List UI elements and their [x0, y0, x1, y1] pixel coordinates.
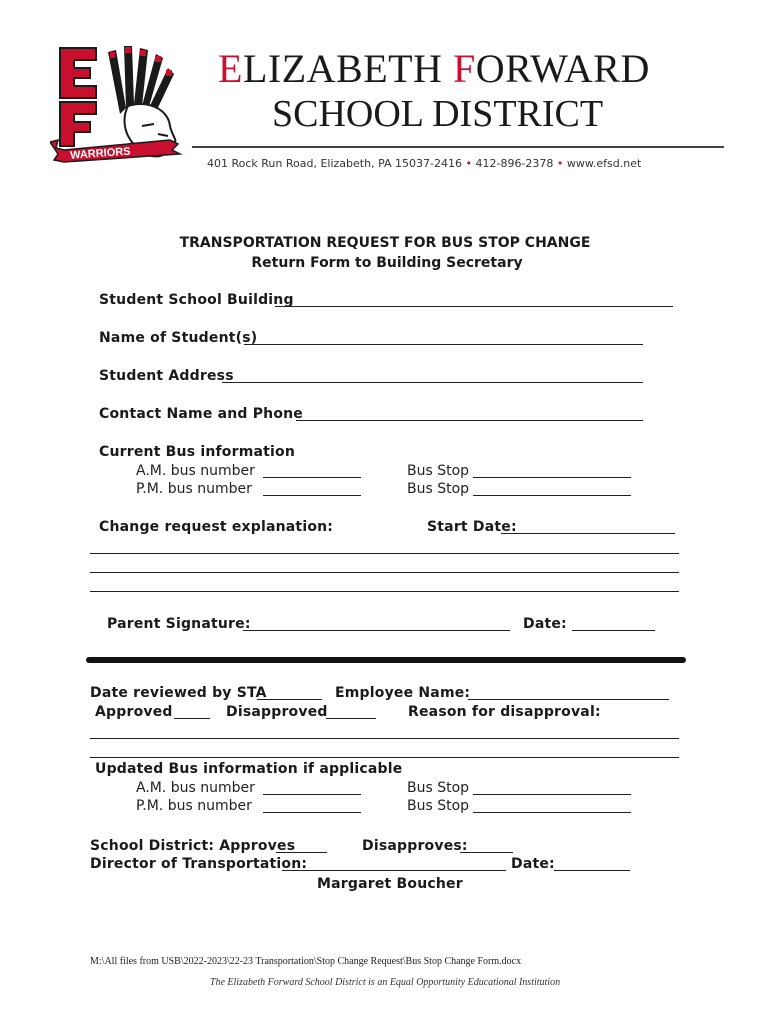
- pm-bus-stop-field[interactable]: [473, 495, 631, 496]
- updated-pm-bus-stop-field[interactable]: [473, 812, 631, 813]
- district-name: [218, 45, 650, 92]
- am-bus-number-field[interactable]: [263, 477, 361, 478]
- signature-date-field[interactable]: [572, 630, 655, 631]
- signature-date-label: Date:: [523, 616, 567, 632]
- director-date-label: Date:: [511, 856, 555, 872]
- am-bus-stop-label: Bus Stop: [407, 463, 470, 479]
- pm-bus-number-field[interactable]: [263, 495, 361, 496]
- district-logo: [50, 44, 185, 164]
- district-website: www.efsd.net: [566, 157, 642, 170]
- title-initial-e: E: [218, 46, 243, 91]
- section-divider: [86, 657, 686, 663]
- approved-field[interactable]: [174, 718, 210, 719]
- date-reviewed-label: Date reviewed by STA: [90, 685, 267, 701]
- explanation-line-2[interactable]: [90, 572, 679, 573]
- file-path: M:\All files from USB\2022-2023\22-23 Transportation\Stop Change Request\Bus Stop Change Form.docx: [90, 956, 522, 967]
- contact-name-phone-label: Contact Name and Phone: [99, 406, 304, 422]
- employee-name-field[interactable]: [468, 699, 669, 700]
- district-phone: 412-896-2378: [475, 157, 554, 170]
- updated-pm-bus-number-label: P.M. bus number: [136, 798, 252, 814]
- student-school-building-label: Student School Building: [99, 292, 294, 308]
- disapproved-field[interactable]: [326, 718, 376, 719]
- form-title: TRANSPORTATION REQUEST FOR BUS STOP CHANGE: [179, 235, 591, 251]
- director-label: Director of Transportation:: [90, 856, 308, 872]
- updated-am-bus-number-label: A.M. bus number: [136, 780, 255, 796]
- disapproved-label: Disapproved: [226, 704, 328, 720]
- contact-name-phone-field[interactable]: [296, 420, 643, 421]
- district-address: 401 Rock Run Road, Elizabeth, PA 15037-2416: [207, 157, 462, 170]
- am-bus-number-label: A.M. bus number: [136, 463, 255, 479]
- separator-dot: •: [556, 157, 564, 170]
- start-date-label: Start Date:: [427, 519, 517, 535]
- pm-bus-stop-label: Bus Stop: [407, 481, 470, 497]
- am-bus-stop-field[interactable]: [473, 477, 631, 478]
- header-rule: [192, 146, 724, 148]
- form-subtitle: Return Form to Building Secretary: [251, 255, 523, 271]
- explanation-line-3[interactable]: [90, 591, 679, 592]
- updated-am-bus-number-field[interactable]: [263, 794, 361, 795]
- district-contact: [207, 157, 641, 170]
- approved-label: Approved: [95, 704, 173, 720]
- reason-line-1[interactable]: [90, 738, 679, 739]
- start-date-field[interactable]: [501, 533, 675, 534]
- date-reviewed-field[interactable]: [257, 699, 322, 700]
- title-initial-f: F: [452, 46, 476, 91]
- district-disapproves-field[interactable]: [460, 852, 513, 853]
- employee-name-label: Employee Name:: [335, 685, 471, 701]
- updated-pm-bus-stop-label: Bus Stop: [407, 798, 470, 814]
- updated-am-bus-stop-label: Bus Stop: [407, 780, 470, 796]
- parent-signature-field[interactable]: [243, 630, 510, 631]
- equal-opportunity-statement: The Elizabeth Forward School District is an Equal Opportunity Educational Institution: [209, 977, 561, 988]
- student-address-label: Student Address: [99, 368, 234, 384]
- student-address-field[interactable]: [222, 382, 643, 383]
- reason-disapproval-label: Reason for disapproval:: [408, 704, 601, 720]
- updated-am-bus-stop-field[interactable]: [473, 794, 631, 795]
- director-signature-field[interactable]: [282, 870, 506, 871]
- district-disapproves-label: Disapproves:: [362, 838, 468, 854]
- director-date-field[interactable]: [554, 870, 630, 871]
- explanation-line-1[interactable]: [90, 553, 679, 554]
- student-school-building-field[interactable]: [275, 306, 673, 307]
- current-bus-info-label: Current Bus information: [99, 444, 296, 460]
- separator-dot: •: [465, 157, 472, 170]
- student-name-label: Name of Student(s): [99, 330, 258, 346]
- updated-bus-info-label: Updated Bus information if applicable: [95, 761, 403, 777]
- change-request-label: Change request explanation:: [99, 519, 334, 535]
- student-name-field[interactable]: [244, 344, 643, 345]
- parent-signature-label: Parent Signature:: [107, 616, 251, 632]
- title-rest-2: ORWARD: [475, 46, 650, 91]
- logo-banner-text: WARRIORS: [69, 145, 131, 162]
- updated-pm-bus-number-field[interactable]: [263, 812, 361, 813]
- title-rest-1: LIZABETH: [242, 46, 453, 91]
- district-approves-field[interactable]: [276, 852, 327, 853]
- pm-bus-number-label: P.M. bus number: [136, 481, 252, 497]
- district-approves-label: School District: Approves: [90, 838, 296, 854]
- reason-line-2[interactable]: [90, 757, 679, 758]
- district-subtitle: SCHOOL DISTRICT: [272, 93, 604, 135]
- director-name: Margaret Boucher: [317, 876, 463, 892]
